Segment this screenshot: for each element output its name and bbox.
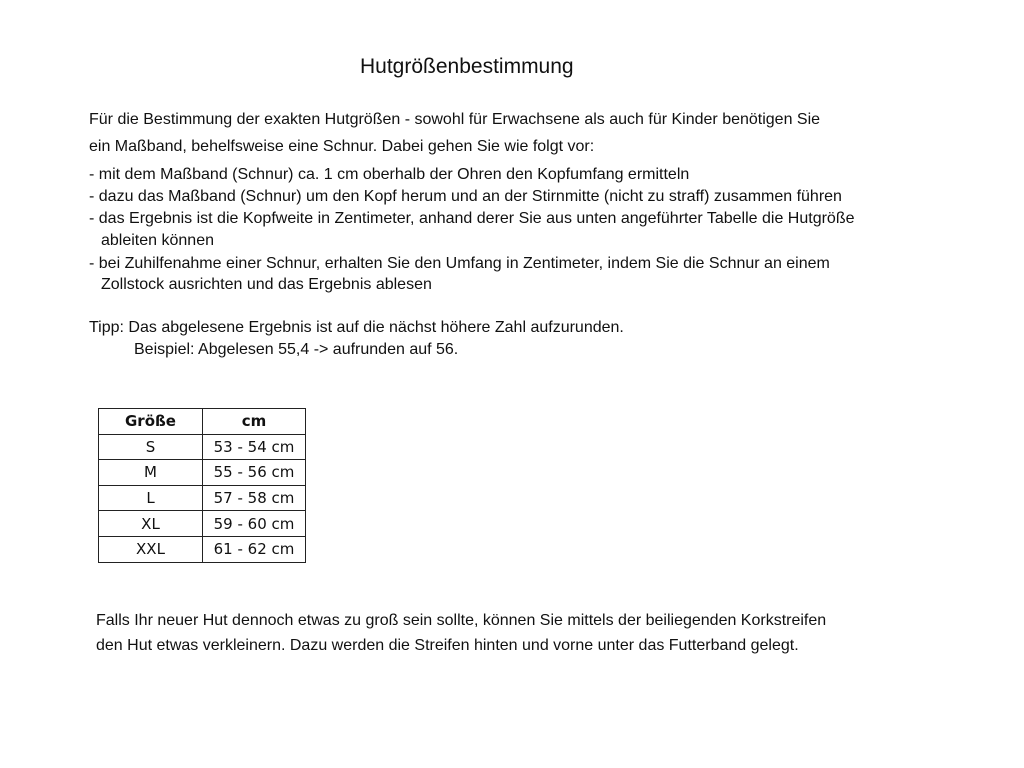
table-header-row [99,409,306,435]
size-table [98,408,306,563]
cm-cell: 55 - 56 cm [203,460,306,486]
step-line-4: - bei Zuhilfenahme einer Schnur, erhalten Sie den Umfang in Zentimeter, indem Sie die Schnur an einem [89,255,830,272]
cm-cell: 57 - 58 cm [203,485,306,511]
step-line-2: - dazu das Maßband (Schnur) um den Kopf herum und an der Stirnmitte (nicht zu straff) zusammen führen [89,188,842,205]
footer-line-2: den Hut etwas verkleinern. Dazu werden die Streifen hinten und vorne unter das Futterband gelegt. [96,637,799,654]
tip-example: Beispiel: Abgelesen 55,4 -> aufrunden auf 56. [134,341,459,358]
page-title: Hutgrößenbestimmung [360,55,574,78]
tip-line-1: Tipp: Das abgelesene Ergebnis ist auf die nächst höhere Zahl aufzurunden. [89,319,624,336]
header-cm: cm [203,409,306,435]
step-line-1: - mit dem Maßband (Schnur) ca. 1 cm oberhalb der Ohren den Kopfumfang ermitteln [89,166,690,183]
table-row [99,485,306,511]
size-cell: XL [99,511,203,537]
step-line-3: - das Ergebnis ist die Kopfweite in Zentimeter, anhand derer Sie aus unten angeführter Tabelle die Hutgröße [89,210,855,227]
size-cell: S [99,434,203,460]
size-cell: XXL [99,536,203,562]
table-row [99,536,306,562]
table-row [99,460,306,486]
cm-cell: 59 - 60 cm [203,511,306,537]
intro-line-1: Für die Bestimmung der exakten Hutgrößen - sowohl für Erwachsene als auch für Kinder benötigen Sie [89,111,821,128]
step-line-4-continued: Zollstock ausrichten und das Ergebnis ablesen [101,276,432,293]
size-cell: L [99,485,203,511]
step-line-3-continued: ableiten können [101,232,214,249]
footer-line-1: Falls Ihr neuer Hut dennoch etwas zu groß sein sollte, können Sie mittels der beiliegenden Korkstreifen [96,612,827,629]
size-cell: M [99,460,203,486]
table-row [99,434,306,460]
header-size: Größe [99,409,203,435]
cm-cell: 61 - 62 cm [203,536,306,562]
cm-cell: 53 - 54 cm [203,434,306,460]
intro-line-2: ein Maßband, behelfsweise eine Schnur. Dabei gehen Sie wie folgt vor: [89,138,595,155]
table-row [99,511,306,537]
